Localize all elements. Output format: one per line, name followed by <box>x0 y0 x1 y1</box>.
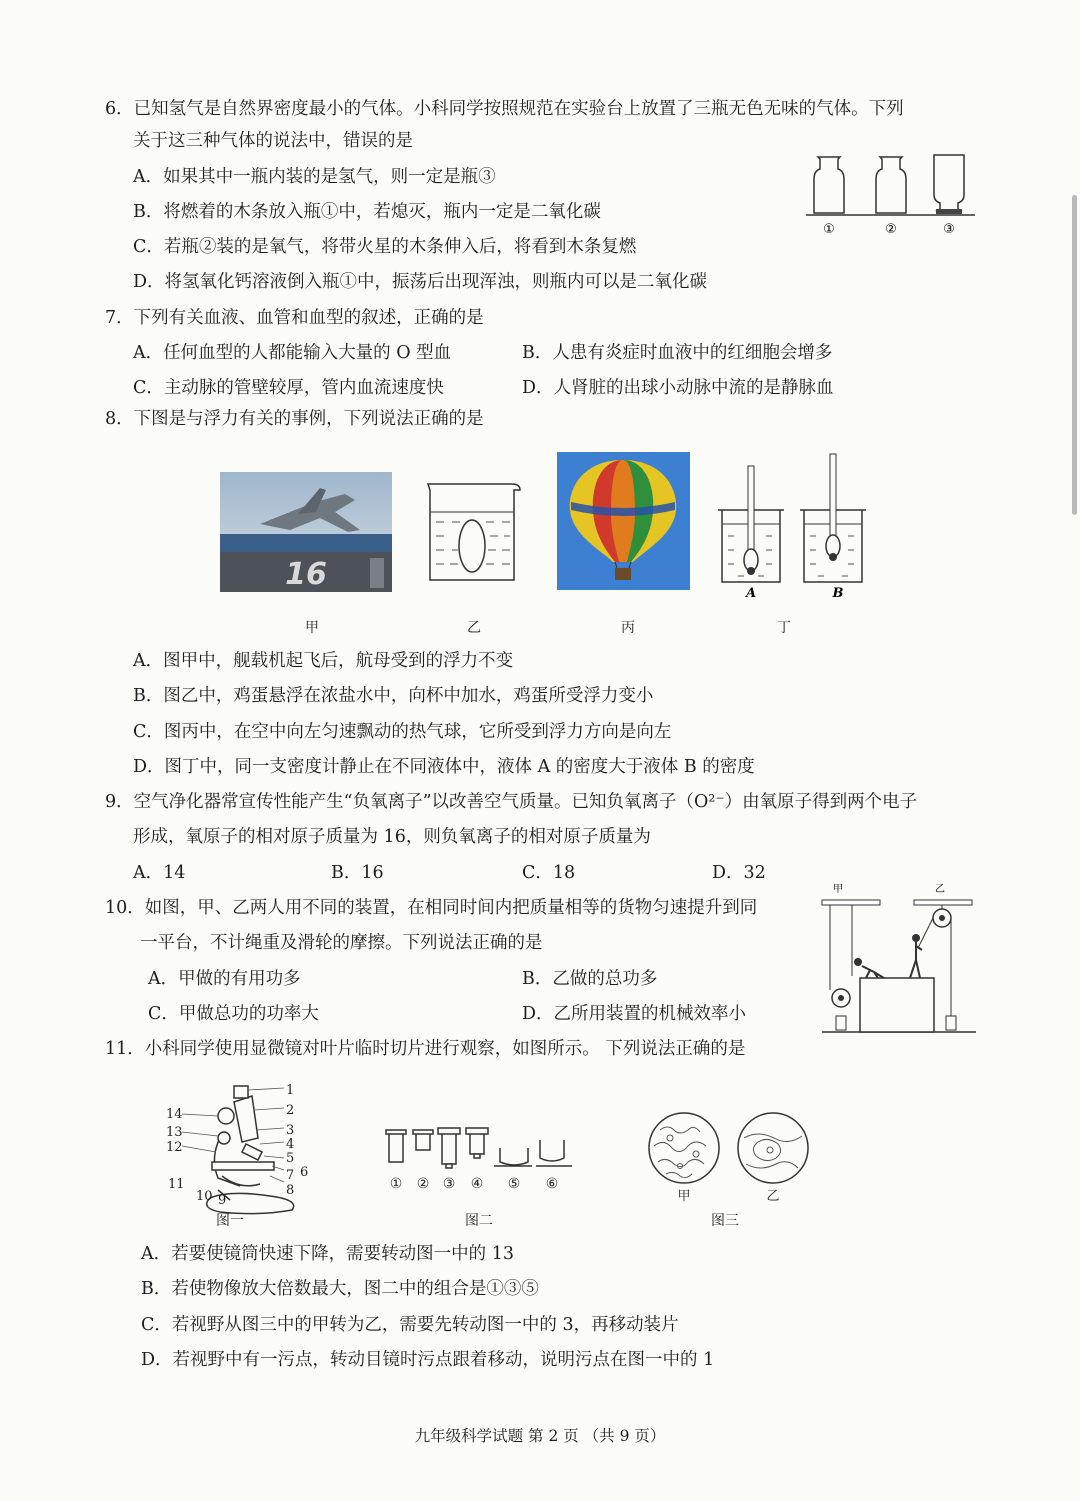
q8-option-d: D．图丁中，同一支密度计静止在不同液体中，液体 A 的密度大于液体 B 的密度 <box>133 757 755 777</box>
q8-caption-bing: 丙 <box>621 620 635 636</box>
q11-option-d: D．若视野中有一污点，转动目镜时污点跟着移动，说明污点在图一中的 1 <box>141 1350 715 1370</box>
q9-option-d: D．32 <box>712 863 766 883</box>
lens-set-figure <box>380 1124 580 1194</box>
q8-option-a: A．图甲中，舰载机起飞后，航母受到的浮力不变 <box>133 651 514 671</box>
fig1-caption: 图一 <box>216 1213 244 1229</box>
q10-stem-line1: 10．如图，甲、乙两人用不同的装置，在相同时间内把质量相等的货物匀速提升到同 <box>105 898 758 918</box>
microscope-part-3: 3 <box>286 1123 295 1138</box>
microscope-part-12: 12 <box>166 1140 183 1155</box>
q6-option-d: D．将氢氧化钙溶液倒入瓶①中，振荡后出现浑浊，则瓶内可以是二氧化碳 <box>133 272 708 292</box>
lens-label-6: ⑥ <box>545 1176 559 1192</box>
scrollbar[interactable] <box>1070 0 1080 1501</box>
microscope-part-10: 10 <box>196 1189 213 1204</box>
q7-option-a: A．任何血型的人都能输入大量的 O 型血 <box>133 343 452 363</box>
q9-option-c: C．18 <box>522 863 576 883</box>
microscope-part-13: 13 <box>166 1125 183 1140</box>
microscope-part-14: 14 <box>166 1107 183 1122</box>
q11-option-c: C．若视野从图三中的甲转为乙，需要先转动图一中的 3，再移动装片 <box>141 1315 679 1335</box>
q9-option-a: A．14 <box>133 863 186 883</box>
hot-air-balloon-image <box>557 452 690 590</box>
q11-option-b: B．若使物像放大倍数最大，图二中的组合是①③⑤ <box>141 1279 539 1299</box>
q8-option-b: B．图乙中，鸡蛋悬浮在浓盐水中，向杯中加水，鸡蛋所受浮力变小 <box>133 686 654 706</box>
q8-caption-yi: 乙 <box>467 620 481 636</box>
lens-label-5: ⑤ <box>507 1176 521 1192</box>
lens-label-1: ① <box>389 1176 403 1192</box>
microscope-part-8: 8 <box>286 1183 295 1198</box>
pulley-label-yi: 乙 <box>935 884 945 895</box>
q11-stem: 11．小科同学使用显微镜对叶片临时切片进行观察，如图所示。 下列说法正确的是 <box>105 1039 746 1059</box>
microscope-part-6: 6 <box>300 1165 309 1180</box>
hydrometer-label-b: B <box>832 586 844 600</box>
microscope-part-1: 1 <box>286 1083 295 1098</box>
lens-label-3: ③ <box>442 1176 456 1192</box>
q11-option-a: A．若要使镜筒快速下降，需要转动图一中的 13 <box>141 1244 514 1264</box>
hydrometer-label-a: A <box>745 586 757 600</box>
q9-stem-line1: 9．空气净化器常宣传性能产生“负氧离子”以改善空气质量。已知负氧离子（O²⁻）由氧原子得到两个电子 <box>105 792 918 812</box>
q6-option-a: A．如果其中一瓶内装的是氢气，则一定是瓶③ <box>133 167 496 187</box>
fig2-caption: 图二 <box>465 1213 493 1229</box>
view-label-jia: 甲 <box>677 1189 691 1203</box>
q9-option-b: B．16 <box>331 863 384 883</box>
gas-bottles-figure <box>800 145 980 240</box>
microscope-figure <box>160 1078 320 1228</box>
carrier-jet-image <box>220 472 392 592</box>
microscope-part-5: 5 <box>286 1151 295 1166</box>
q9-stem-line2: 形成，氧原子的相对原子质量为 16，则负氧离子的相对原子质量为 <box>133 827 651 847</box>
microscope-part-4: 4 <box>286 1137 295 1152</box>
q8-caption-jia: 甲 <box>305 620 319 636</box>
microscope-part-7: 7 <box>286 1168 295 1183</box>
egg-beaker-figure <box>420 478 525 586</box>
deck-number-text: 16 <box>285 557 327 592</box>
hydrometer-figure <box>718 452 868 600</box>
scrollbar-thumb[interactable] <box>1072 195 1077 515</box>
q6-option-b: B．将燃着的木条放入瓶①中，若熄灭，瓶内一定是二氧化碳 <box>133 202 601 222</box>
q7-option-d: D．人肾脏的出球小动脉中流的是静脉血 <box>522 378 834 398</box>
q6-stem-line1: 6．已知氢气是自然界密度最小的气体。小科同学按照规范在实验台上放置了三瓶无色无味的气体。下列 <box>105 99 904 119</box>
pulley-figure <box>818 880 980 1038</box>
q10-option-c: C．甲做总功的功率大 <box>148 1004 319 1024</box>
q7-option-b: B．人患有炎症时血液中的红细胞会增多 <box>522 343 833 363</box>
q10-stem-line2: 一平台，不计绳重及滑轮的摩擦。下列说法正确的是 <box>140 933 543 953</box>
page-footer: 九年级科学试题 第 2 页 （共 9 页） <box>414 1427 666 1445</box>
fig3-caption: 图三 <box>711 1213 739 1229</box>
bottle-label-2: ② <box>885 222 897 237</box>
q7-option-c: C．主动脉的管壁较厚，管内血流速度快 <box>133 378 444 398</box>
q6-stem-line2: 关于这三种气体的说法中，错误的是 <box>133 131 413 151</box>
bottle-label-3: ③ <box>943 222 955 237</box>
microscope-views-figure <box>640 1108 812 1203</box>
q7-stem: 7．下列有关血液、血管和血型的叙述，正确的是 <box>105 308 484 328</box>
lens-label-2: ② <box>416 1176 430 1192</box>
microscope-part-11: 11 <box>168 1177 185 1192</box>
bottle-label-1: ① <box>823 222 835 237</box>
q10-option-a: A．甲做的有用功多 <box>148 969 301 989</box>
microscope-part-9: 9 <box>218 1193 227 1208</box>
q10-option-d: D．乙所用装置的机械效率小 <box>522 1004 747 1024</box>
lens-label-4: ④ <box>470 1176 484 1192</box>
q8-caption-ding: 丁 <box>777 620 791 636</box>
view-label-yi: 乙 <box>766 1189 780 1203</box>
pulley-label-jia: 甲 <box>833 884 843 895</box>
q6-option-c: C．若瓶②装的是氧气，将带火星的木条伸入后，将看到木条复燃 <box>133 237 637 257</box>
q8-option-c: C．图丙中，在空中向左匀速飘动的热气球，它所受到浮力方向是向左 <box>133 722 672 742</box>
q10-option-b: B．乙做的总功多 <box>522 969 658 989</box>
q8-stem: 8．下图是与浮力有关的事例，下列说法正确的是 <box>105 409 484 429</box>
microscope-part-2: 2 <box>286 1103 295 1118</box>
